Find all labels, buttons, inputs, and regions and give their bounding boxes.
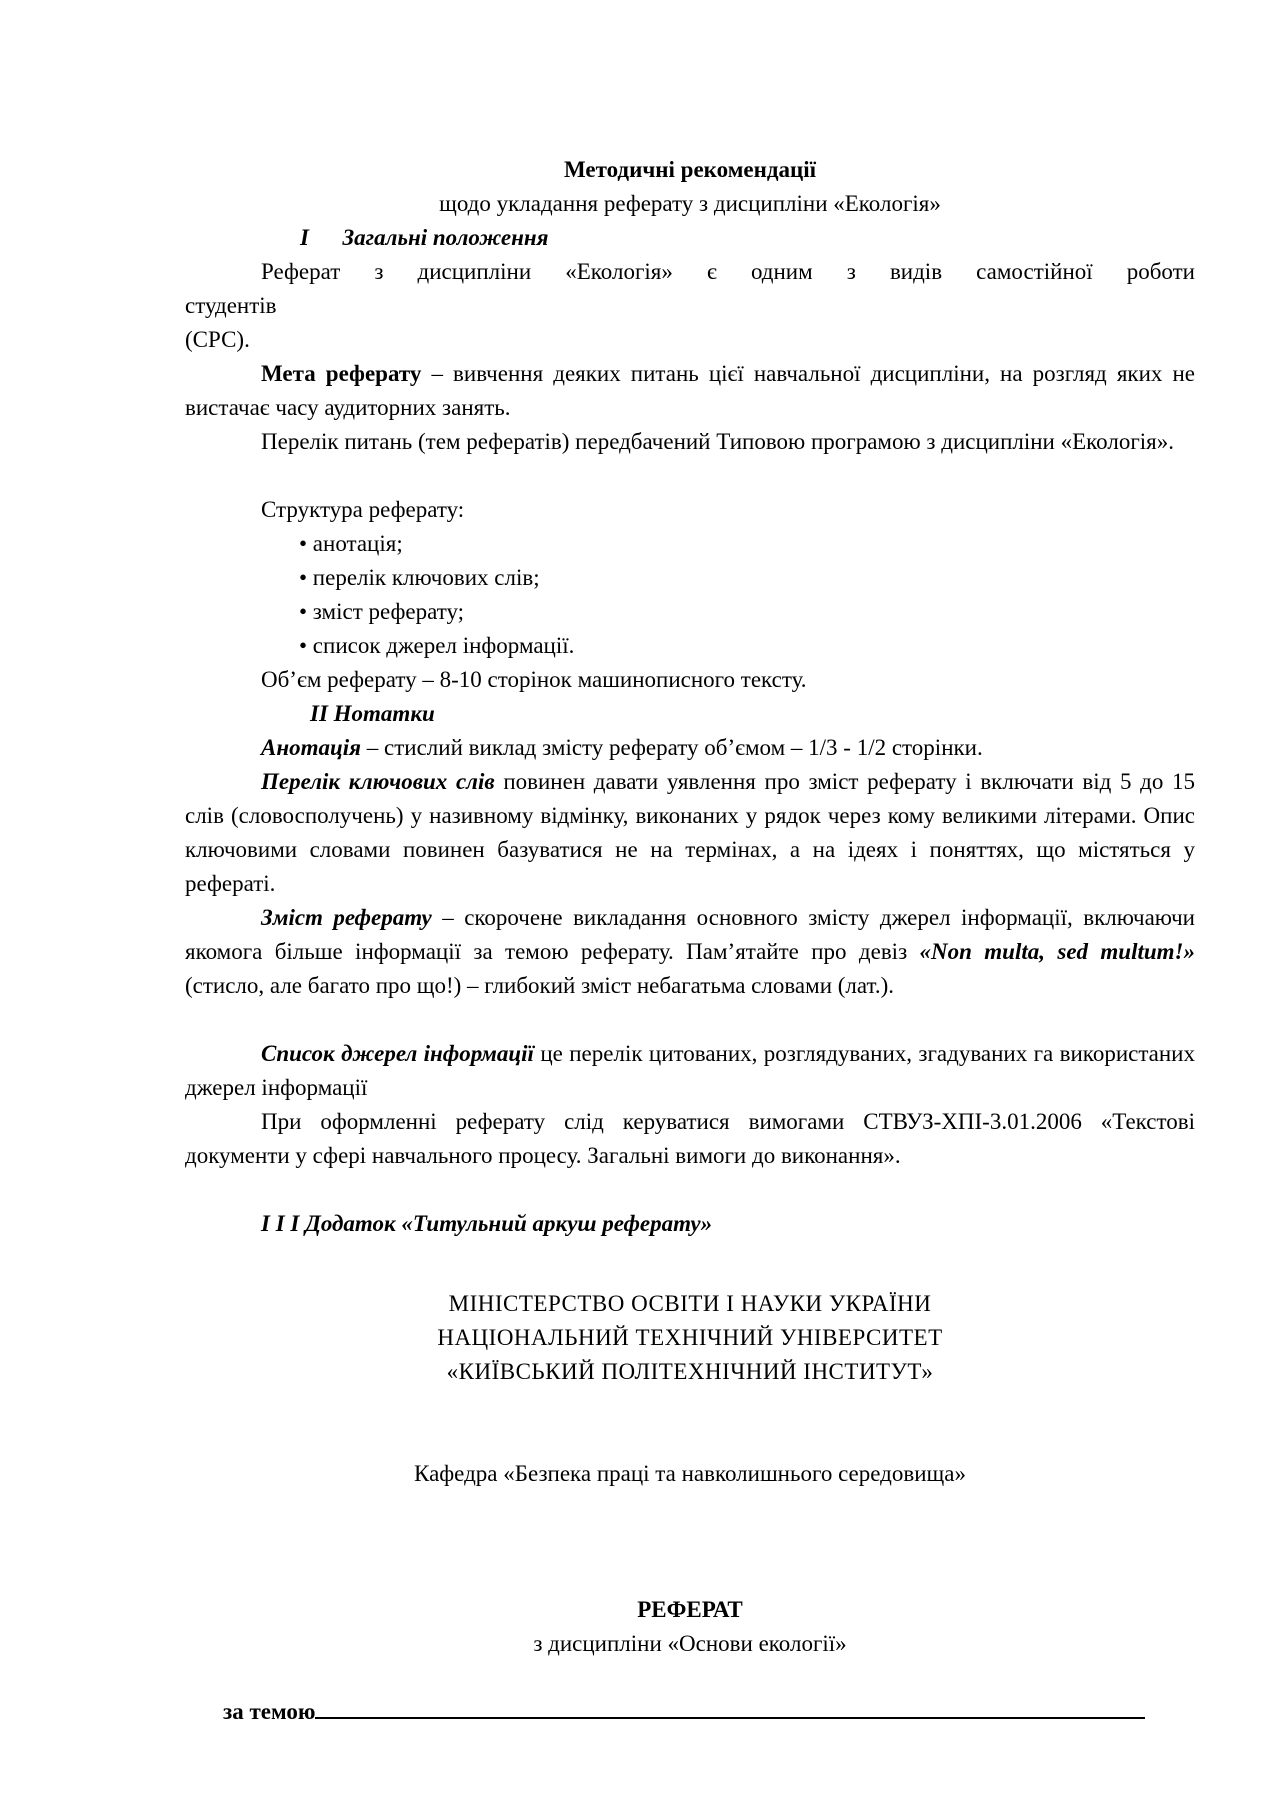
sources-text: це перелік цитованих, розглядуваних, згадуваних га використаних джерел інформації bbox=[185, 1041, 1195, 1100]
volume-text: Об’єм реферату – 8-10 сторінок машинописного тексту. bbox=[261, 667, 807, 692]
keywords-text: повинен давати уявлення про зміст реферату і включати від 5 до 15 слів (словосполучень) у називному відмінку, виконаних у рядок через кому великими літерами. Опис ключовими словами повинен базуватися не на термінах, а на ідеях і поняттях, що містяться у рефераті. bbox=[185, 769, 1196, 896]
content-motto: «Non multa, sed multum!» bbox=[919, 939, 1195, 964]
purpose-text: – вивчення деяких питань цієї навчальної дисципліни, на розгляд яких не вистачає часу аудиторних занять. bbox=[185, 361, 1195, 420]
purpose-label: Мета реферату bbox=[261, 361, 422, 386]
paragraph-sources bbox=[185, 1037, 1195, 1105]
section-3-heading: I I I Додаток «Титульний аркуш реферату» bbox=[261, 1211, 713, 1236]
paragraph-annotation bbox=[185, 731, 1195, 765]
content-label: Зміст реферату bbox=[261, 905, 432, 930]
referat-title: РЕФЕРАТ bbox=[637, 1597, 743, 1622]
topic-label: за темою bbox=[223, 1699, 316, 1724]
paragraph-intro-line2: студентів bbox=[185, 293, 277, 318]
list-item: • зміст реферату; bbox=[299, 599, 465, 624]
content-text-2: (стисло, але багато про що!) – глибокий зміст небагатьма словами (лат.). bbox=[185, 973, 894, 998]
paragraph-keywords bbox=[185, 765, 1195, 901]
referat-subject: з дисципліни «Основи екології» bbox=[533, 1631, 847, 1656]
annotation-label: Анотація bbox=[261, 735, 362, 760]
topic-line bbox=[223, 1695, 1145, 1729]
department-name: Кафедра «Безпека праці та навколишнього середовища» bbox=[414, 1461, 966, 1486]
section-1-heading bbox=[300, 221, 549, 255]
structure-label: Структура реферату: bbox=[261, 497, 465, 522]
content-text-1: – скорочене викладання основного змісту джерел інформації, включаючи якомога більше інформації за темою реферату. Пам’ятайте про девіз bbox=[185, 905, 1195, 964]
list-item: • список джерел інформації. bbox=[299, 633, 575, 658]
list-item: • анотація; bbox=[299, 531, 403, 556]
university-name: НАЦІОНАЛЬНИЙ ТЕХНІЧНИЙ УНІВЕРСИТЕТ bbox=[437, 1325, 943, 1350]
structure-list bbox=[185, 527, 1195, 663]
keywords-label: Перелік ключових слів bbox=[261, 769, 495, 794]
paragraph-purpose bbox=[185, 357, 1195, 425]
doc-title: Методичні рекомендації bbox=[563, 157, 816, 182]
paragraph-intro bbox=[185, 255, 1195, 357]
institute-name: «КИЇВСЬКИЙ ПОЛІТЕХНІЧНИЙ ІНСТИТУТ» bbox=[446, 1359, 934, 1384]
paragraph-standard: При оформленні реферату слід керуватися вимогами СТВУЗ-ХПІ-3.01.2006 «Текстові документи у сфері навчального процесу. Загальні вимоги до виконання». bbox=[185, 1109, 1195, 1168]
section-2-heading: II Нотатки bbox=[310, 701, 435, 726]
section-1-title: Загальні положення bbox=[342, 225, 549, 250]
paragraph-topics: Перелік питань (тем рефератів) передбачений Типовою програмою з дисципліни «Екологія». bbox=[261, 429, 1175, 454]
paragraph-intro-line1: Реферат з дисципліни «Екологія» є одним з видів самостійної роботи bbox=[261, 259, 1195, 284]
sources-label: Список джерел інформації bbox=[261, 1041, 534, 1066]
list-item: • перелік ключових слів; bbox=[299, 565, 540, 590]
paragraph-intro-line3: (СРС). bbox=[185, 327, 250, 352]
section-1-number: I bbox=[300, 225, 309, 250]
annotation-text: – стислий виклад змісту реферату об’ємом – 1/3 - 1/2 сторінки. bbox=[361, 735, 983, 760]
doc-subtitle: щодо укладання реферату з дисципліни «Екологія» bbox=[439, 191, 941, 216]
ministry-name: МІНІСТЕРСТВО ОСВІТИ І НАУКИ УКРАЇНИ bbox=[448, 1291, 932, 1316]
paragraph-content bbox=[185, 901, 1195, 1003]
topic-underline bbox=[315, 1695, 1145, 1719]
